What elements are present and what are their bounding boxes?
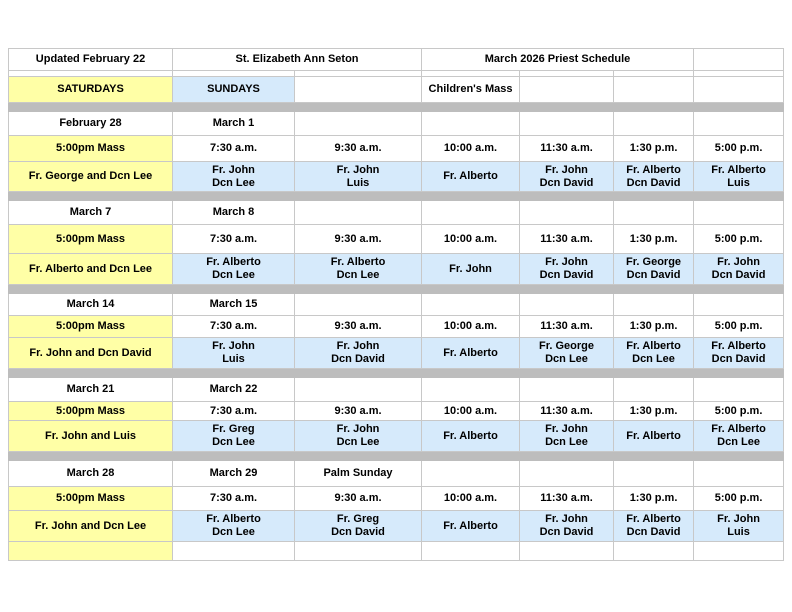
sunday-date: March 15 bbox=[173, 294, 295, 316]
sundays-header: SUNDAYS bbox=[173, 77, 295, 103]
sunday-celebrant bbox=[422, 421, 520, 452]
assistant-name: Dcn David bbox=[626, 526, 681, 538]
sunday-mass-time: 10:00 a.m. bbox=[422, 487, 520, 511]
priest-name: Fr. Alberto bbox=[206, 256, 261, 268]
priest-name: Fr. Alberto bbox=[206, 513, 261, 525]
saturday-date: March 21 bbox=[9, 378, 173, 402]
saturday-mass-time: 5:00pm Mass bbox=[9, 402, 173, 421]
priest-name: Fr. Alberto bbox=[626, 429, 681, 442]
assistant-name: Luis bbox=[222, 353, 245, 365]
mass-time-row bbox=[9, 402, 784, 421]
week-separator bbox=[9, 285, 784, 294]
week-date-row bbox=[9, 201, 784, 225]
saturday-date: February 28 bbox=[9, 112, 173, 136]
assistant-name: Luis bbox=[727, 176, 750, 189]
assistant-name: Dcn David bbox=[626, 269, 681, 281]
saturday-celebrant: Fr. Alberto and Dcn Lee bbox=[9, 254, 173, 285]
assistant-name: Luis bbox=[727, 526, 750, 538]
priest-name: Fr. Alberto bbox=[626, 340, 681, 352]
assistant-name: Dcn Lee bbox=[212, 526, 255, 538]
sunday-celebrant bbox=[173, 254, 295, 285]
sunday-mass-time: 9:30 a.m. bbox=[295, 225, 422, 254]
assistant-name: Dcn David bbox=[626, 176, 681, 189]
week-separator bbox=[9, 369, 784, 378]
mass-time-row bbox=[9, 225, 784, 254]
assistant-name: Dcn David bbox=[711, 269, 766, 281]
sunday-mass-time: 10:00 a.m. bbox=[422, 225, 520, 254]
celebrant-row bbox=[9, 421, 784, 452]
sunday-celebrant bbox=[295, 511, 422, 542]
week-date-row bbox=[9, 112, 784, 136]
saturday-mass-time: 5:00pm Mass bbox=[9, 136, 173, 162]
sunday-mass-time: 7:30 a.m. bbox=[173, 402, 295, 421]
empty-cell bbox=[694, 49, 784, 71]
assistant-name: Dcn Lee bbox=[717, 436, 760, 448]
priest-name: Fr. George bbox=[539, 340, 595, 352]
priest-name: Fr. Alberto bbox=[443, 519, 498, 532]
saturday-mass-time: 5:00pm Mass bbox=[9, 487, 173, 511]
sunday-celebrant bbox=[173, 338, 295, 369]
sunday-celebrant bbox=[295, 162, 422, 192]
celebrant-row bbox=[9, 338, 784, 369]
saturday-date: March 7 bbox=[9, 201, 173, 225]
priest-name: Fr. Alberto bbox=[443, 346, 498, 359]
sunday-celebrant bbox=[295, 338, 422, 369]
liturgical-note bbox=[295, 112, 422, 136]
liturgical-note bbox=[295, 201, 422, 225]
week-date-row bbox=[9, 294, 784, 316]
sunday-mass-time: 1:30 p.m. bbox=[614, 225, 694, 254]
liturgical-note bbox=[295, 294, 422, 316]
celebrant-row bbox=[9, 254, 784, 285]
sunday-celebrant bbox=[520, 338, 614, 369]
celebrant-row bbox=[9, 162, 784, 192]
sunday-mass-time: 9:30 a.m. bbox=[295, 316, 422, 338]
sunday-mass-time: 5:00 p.m. bbox=[694, 402, 784, 421]
assistant-name: Dcn David bbox=[331, 353, 385, 365]
sunday-celebrant bbox=[694, 338, 784, 369]
priest-name: Fr. John bbox=[545, 163, 588, 176]
assistant-name: Dcn David bbox=[539, 176, 594, 189]
sunday-date: March 22 bbox=[173, 378, 295, 402]
priest-name: Fr. John bbox=[717, 513, 760, 525]
mass-time-row bbox=[9, 487, 784, 511]
sunday-celebrant bbox=[520, 421, 614, 452]
sunday-celebrant bbox=[694, 421, 784, 452]
assistant-name: Dcn David bbox=[539, 526, 594, 538]
saturday-celebrant: Fr. John and Dcn David bbox=[9, 338, 173, 369]
sunday-mass-time: 10:00 a.m. bbox=[422, 316, 520, 338]
assistant-name: Dcn Lee bbox=[336, 436, 380, 448]
mass-time-row bbox=[9, 316, 784, 338]
priest-name: Fr. Alberto bbox=[711, 340, 766, 352]
saturday-celebrant: Fr. George and Dcn Lee bbox=[9, 162, 173, 192]
assistant-name: Dcn Lee bbox=[212, 436, 255, 448]
priest-name: Fr. Greg bbox=[336, 513, 380, 525]
priest-name: Fr. John bbox=[545, 256, 588, 268]
sunday-celebrant bbox=[614, 254, 694, 285]
priest-name: Fr. John bbox=[545, 423, 588, 435]
sunday-celebrant bbox=[422, 162, 520, 192]
sunday-celebrant bbox=[295, 421, 422, 452]
sunday-mass-time: 7:30 a.m. bbox=[173, 487, 295, 511]
sunday-mass-time: 9:30 a.m. bbox=[295, 402, 422, 421]
sunday-mass-time: 11:30 a.m. bbox=[520, 487, 614, 511]
priest-name: Fr. John bbox=[212, 340, 255, 352]
saturday-celebrant: Fr. John and Luis bbox=[9, 421, 173, 452]
priest-name: Fr. Alberto bbox=[443, 429, 498, 442]
assistant-name: Dcn David bbox=[711, 353, 766, 365]
schedule-title: March 2026 Priest Schedule bbox=[422, 49, 694, 71]
liturgical-note: Palm Sunday bbox=[295, 461, 422, 487]
assistant-name: Dcn Lee bbox=[336, 269, 380, 281]
priest-name: Fr. John bbox=[336, 163, 380, 176]
saturday-mass-time: 5:00pm Mass bbox=[9, 225, 173, 254]
week-date-row bbox=[9, 378, 784, 402]
saturday-celebrant: Fr. John and Dcn Lee bbox=[9, 511, 173, 542]
priest-name: Fr. Greg bbox=[212, 423, 255, 435]
celebrant-row bbox=[9, 511, 784, 542]
sunday-date: March 8 bbox=[173, 201, 295, 225]
priest-name: Fr. John bbox=[212, 163, 255, 176]
mass-time-row bbox=[9, 136, 784, 162]
trailing-empty-row bbox=[9, 542, 784, 561]
sunday-mass-time: 1:30 p.m. bbox=[614, 402, 694, 421]
sunday-celebrant bbox=[422, 511, 520, 542]
priest-name: Fr. Alberto bbox=[711, 423, 766, 435]
empty-cell bbox=[295, 77, 422, 103]
sunday-mass-time: 5:00 p.m. bbox=[694, 316, 784, 338]
priest-name: Fr. Alberto bbox=[711, 163, 766, 176]
sunday-celebrant bbox=[694, 254, 784, 285]
priest-name: Fr. Alberto bbox=[330, 256, 386, 268]
sunday-date: March 29 bbox=[173, 461, 295, 487]
sunday-mass-time: 7:30 a.m. bbox=[173, 136, 295, 162]
sunday-celebrant bbox=[295, 254, 422, 285]
sunday-mass-time: 9:30 a.m. bbox=[295, 136, 422, 162]
liturgical-note bbox=[295, 378, 422, 402]
assistant-name: Dcn David bbox=[539, 269, 594, 281]
sunday-mass-time: 1:30 p.m. bbox=[614, 316, 694, 338]
priest-name: Fr. George bbox=[626, 256, 682, 268]
sunday-mass-time: 5:00 p.m. bbox=[694, 225, 784, 254]
sunday-mass-time: 10:00 a.m. bbox=[422, 136, 520, 162]
assistant-name: Dcn Lee bbox=[212, 269, 255, 281]
priest-name: Fr. Alberto bbox=[626, 163, 681, 176]
assistant-name: Luis bbox=[346, 176, 370, 189]
priest-schedule-table bbox=[8, 48, 784, 561]
assistant-name: Dcn Lee bbox=[632, 353, 675, 365]
priest-name: Fr. Alberto bbox=[626, 513, 681, 525]
sunday-celebrant bbox=[520, 254, 614, 285]
title-row bbox=[9, 49, 784, 71]
sunday-mass-time: 5:00 p.m. bbox=[694, 136, 784, 162]
sunday-date: March 1 bbox=[173, 112, 295, 136]
priest-name: Fr. John bbox=[449, 262, 492, 275]
priest-name: Fr. John bbox=[717, 256, 760, 268]
assistant-name: Dcn David bbox=[331, 526, 385, 538]
saturday-mass-time: 5:00pm Mass bbox=[9, 316, 173, 338]
sunday-mass-time: 1:30 p.m. bbox=[614, 487, 694, 511]
priest-name: Fr. John bbox=[545, 513, 588, 525]
sunday-celebrant bbox=[614, 511, 694, 542]
assistant-name: Dcn Lee bbox=[545, 436, 588, 448]
week-separator bbox=[9, 103, 784, 112]
sunday-mass-time: 11:30 a.m. bbox=[520, 402, 614, 421]
sunday-celebrant bbox=[422, 254, 520, 285]
sunday-mass-time: 9:30 a.m. bbox=[295, 487, 422, 511]
saturday-date: March 28 bbox=[9, 461, 173, 487]
saturdays-header: SATURDAYS bbox=[9, 77, 173, 103]
week-date-row bbox=[9, 461, 784, 487]
sunday-celebrant bbox=[694, 511, 784, 542]
assistant-name: Dcn Lee bbox=[212, 176, 255, 189]
column-header-row bbox=[9, 77, 784, 103]
sunday-mass-time: 7:30 a.m. bbox=[173, 316, 295, 338]
sunday-celebrant bbox=[614, 162, 694, 192]
sunday-celebrant bbox=[422, 338, 520, 369]
sunday-mass-time: 5:00 p.m. bbox=[694, 487, 784, 511]
sunday-celebrant bbox=[173, 421, 295, 452]
parish-name: St. Elizabeth Ann Seton bbox=[173, 49, 422, 71]
sunday-celebrant bbox=[694, 162, 784, 192]
priest-name: Fr. John bbox=[336, 423, 380, 435]
sunday-celebrant bbox=[520, 162, 614, 192]
sunday-mass-time: 7:30 a.m. bbox=[173, 225, 295, 254]
week-separator bbox=[9, 452, 784, 461]
priest-name: Fr. Alberto bbox=[443, 170, 498, 182]
saturday-date: March 14 bbox=[9, 294, 173, 316]
sunday-mass-time: 11:30 a.m. bbox=[520, 316, 614, 338]
sunday-celebrant bbox=[173, 162, 295, 192]
priest-name: Fr. John bbox=[336, 340, 380, 352]
sunday-celebrant bbox=[614, 338, 694, 369]
sunday-mass-time: 1:30 p.m. bbox=[614, 136, 694, 162]
assistant-name: Dcn Lee bbox=[545, 353, 588, 365]
updated-date: Updated February 22 bbox=[9, 49, 173, 71]
sunday-mass-time: 11:30 a.m. bbox=[520, 136, 614, 162]
sunday-celebrant bbox=[520, 511, 614, 542]
week-separator bbox=[9, 192, 784, 201]
sunday-celebrant bbox=[614, 421, 694, 452]
childrens-mass-label: Children's Mass bbox=[422, 77, 520, 103]
sunday-celebrant bbox=[173, 511, 295, 542]
sunday-mass-time: 11:30 a.m. bbox=[520, 225, 614, 254]
sunday-mass-time: 10:00 a.m. bbox=[422, 402, 520, 421]
